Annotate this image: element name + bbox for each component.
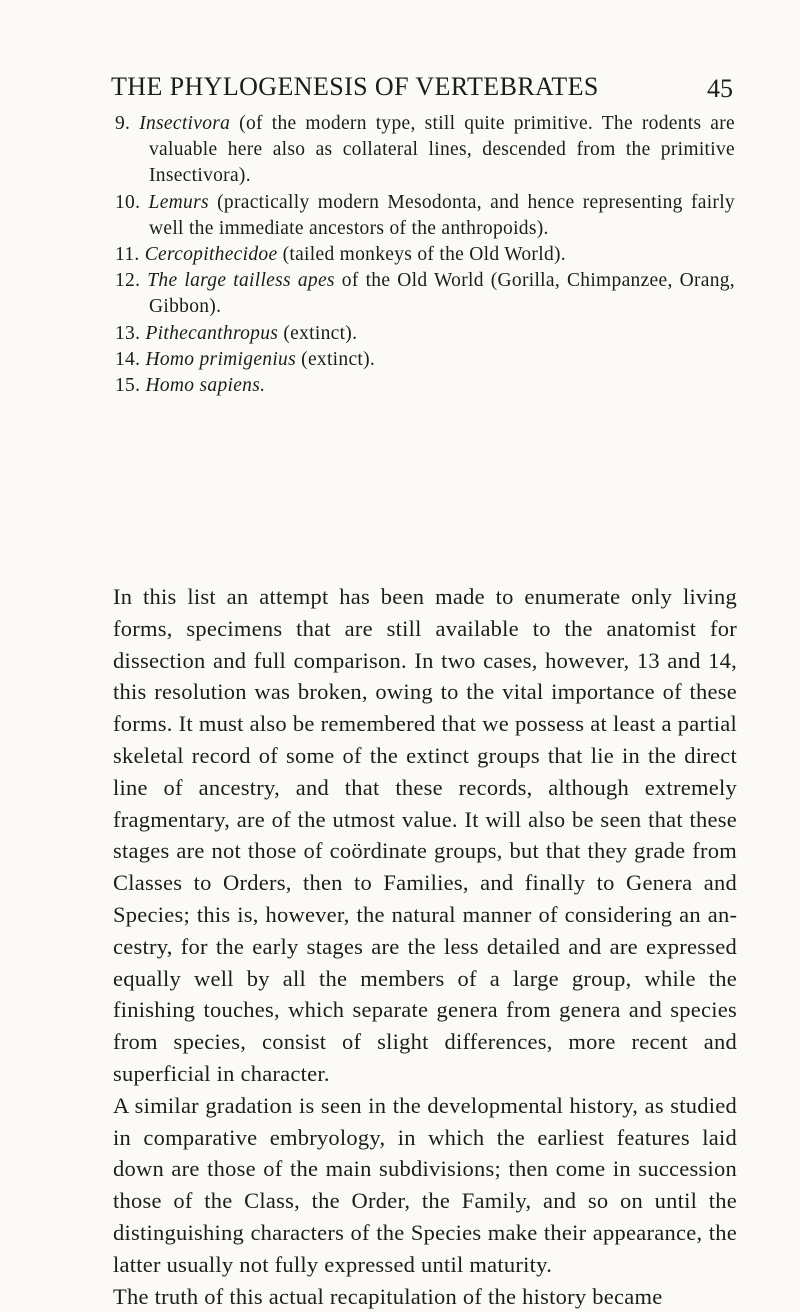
list-item-taxon: Lemurs xyxy=(148,191,209,213)
body-paragraph: A similar gradation is seen in the developmental history, as studied in comparative embryology, in which the earliest features laid down are those of the main subdivisions; then come in succession those of the Class, the Order, the Family, and so on until the distinguishing characters of the Species make their appearance, the latter usually not fully expressed until maturity. xyxy=(113,1092,737,1277)
numbered-list xyxy=(115,111,735,399)
body-text xyxy=(113,581,737,1312)
list-item-description: (extinct). xyxy=(278,322,358,344)
list-item-description: of the Old World (Gorilla, Chimpanzee, Orang, Gibbon). xyxy=(149,270,735,318)
list-item-number: 9. xyxy=(115,113,131,134)
list-item-description: (of the modern type, still quite primitive. The rodents are valuable here also as collateral lines, descended from the primitive Insectivora). xyxy=(149,113,735,187)
list-item xyxy=(115,321,735,347)
running-head xyxy=(111,72,733,112)
list-item-taxon: Pithecanthropus xyxy=(145,322,279,344)
body-paragraph: The truth of this actual recapitulation of the history became xyxy=(113,1283,663,1309)
list-item-number: 12. xyxy=(115,270,141,292)
body-paragraph: In this list an attempt has been made to enumerate only living forms, specimens that are still available to the anatomist for dissection and full comparison. In two cases, however, 13 and 14, this resolution was broken, owing to the vital importance of these forms. It must also be remembered that we possess at least a partial skeletal record of some of the extinct groups that lie in the direct line of ancestry, and that these records, although extremely fragmentary, are of the utmost value. It will also be seen that these stages are not those of coördinate groups, but that they grade from Classes to Orders, then to Families, and finally to Genera and Species; this is, however, the natural manner of considering an ancestry, for the early stages are the less detailed and are expressed equally well by all the members of a large group, while the finishing touches, which separate genera from genera and species from species, consist of slight differences, more recent and superficial in character. xyxy=(113,584,737,1086)
list-item-number: 15. xyxy=(115,375,141,397)
list-item-description: (extinct). xyxy=(295,348,376,370)
list-item-taxon: Cercopithecidoe xyxy=(144,244,278,266)
list-item-taxon: Homo sapiens. xyxy=(145,375,266,397)
list-item xyxy=(115,268,735,320)
list-item xyxy=(115,111,735,190)
list-item-number: 14. xyxy=(115,348,141,370)
list-item xyxy=(115,190,735,242)
list-item-number: 10. xyxy=(115,191,141,213)
list-item xyxy=(115,347,735,373)
list-item-description: (practically modern Mesodonta, and hence representing fairly well the immediate ancestors of the anthropoids). xyxy=(149,191,735,239)
list-item-number: 13. xyxy=(115,322,141,344)
list-item xyxy=(115,373,735,399)
list-item-number: 11. xyxy=(115,244,140,266)
page-number: 45 xyxy=(707,74,733,103)
list-item xyxy=(115,242,735,268)
list-item-taxon: Homo primigenius xyxy=(145,348,296,370)
list-item-taxon: The large tailless apes xyxy=(147,270,335,292)
list-item-description: (tailed monkeys of the Old World). xyxy=(277,244,566,266)
list-item-taxon: Insectivora xyxy=(139,113,231,134)
running-title: THE PHYLOGENESIS OF VERTEBRATES xyxy=(111,72,599,101)
